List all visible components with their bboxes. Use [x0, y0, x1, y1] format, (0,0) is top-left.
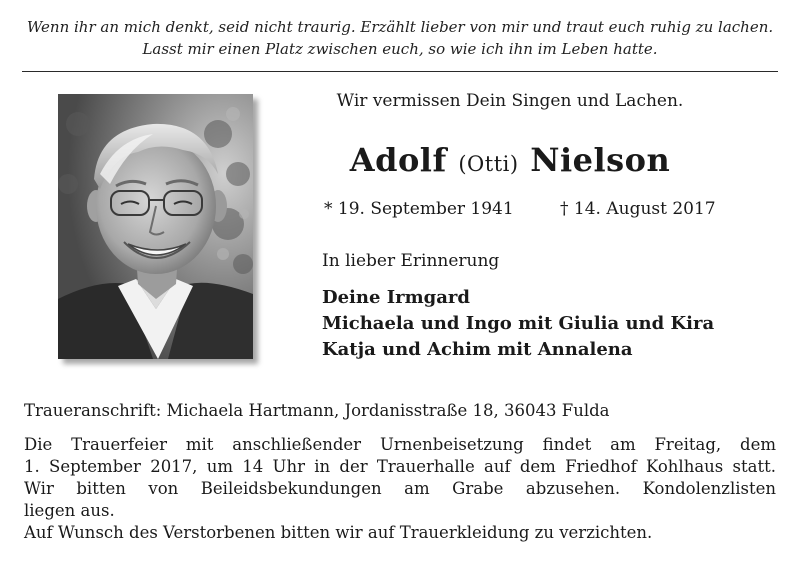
funeral-notice	[24, 434, 776, 544]
death-date-text: 14. August 2017	[573, 199, 716, 219]
notice-line: 1. September 2017, um 14 Uhr in der Trauerhalle auf dem Friedhof Kohlhaus statt.	[24, 457, 776, 476]
notice-line: Die Trauerfeier mit anschließender Urnenbeisetzung findet am Freitag, dem	[24, 435, 776, 454]
portrait-photo	[58, 94, 253, 359]
top-divider	[22, 71, 778, 72]
quote-line-2: Lasst mir einen Platz zwischen euch, so wie ich ihn im Leben hatte.	[142, 40, 658, 58]
memory-heading: In lieber Erinnerung	[322, 251, 500, 271]
family-member: Deine Irmgard	[322, 287, 470, 308]
tagline: Wir vermissen Dein Singen und Lachen.	[336, 91, 684, 111]
notice-line: Wir bitten von Beileidsbekundungen am Grabe abzusehen. Kondolenzlisten	[24, 479, 776, 498]
nickname: (Otti)	[458, 152, 519, 176]
mourning-address: Traueranschrift: Michaela Hartmann, Jordanisstraße 18, 36043 Fulda	[24, 401, 610, 420]
quote-line-1: Wenn ihr an mich denkt, seid nicht traurig. Erzählt lieber von mir und traut euch ruhig zu lachen.	[26, 18, 774, 36]
notice-line: Auf Wunsch des Verstorbenen bitten wir auf Trauerkleidung zu verzichten.	[24, 523, 653, 542]
birth-date	[324, 197, 514, 221]
birth-date-text: 19. September 1941	[337, 199, 514, 219]
death-symbol: †	[560, 199, 569, 219]
family-list	[322, 285, 714, 363]
notice-line: liegen aus.	[24, 501, 115, 520]
last-name: Nielson	[530, 141, 671, 179]
epitaph-quote	[0, 16, 800, 60]
portrait-image	[58, 94, 253, 359]
deceased-name	[280, 140, 740, 184]
family-member: Michaela und Ingo mit Giulia und Kira	[322, 313, 715, 334]
family-member: Katja und Achim mit Annalena	[322, 339, 633, 360]
first-name: Adolf	[349, 141, 447, 179]
death-date	[560, 197, 716, 221]
birth-symbol: *	[324, 199, 333, 219]
